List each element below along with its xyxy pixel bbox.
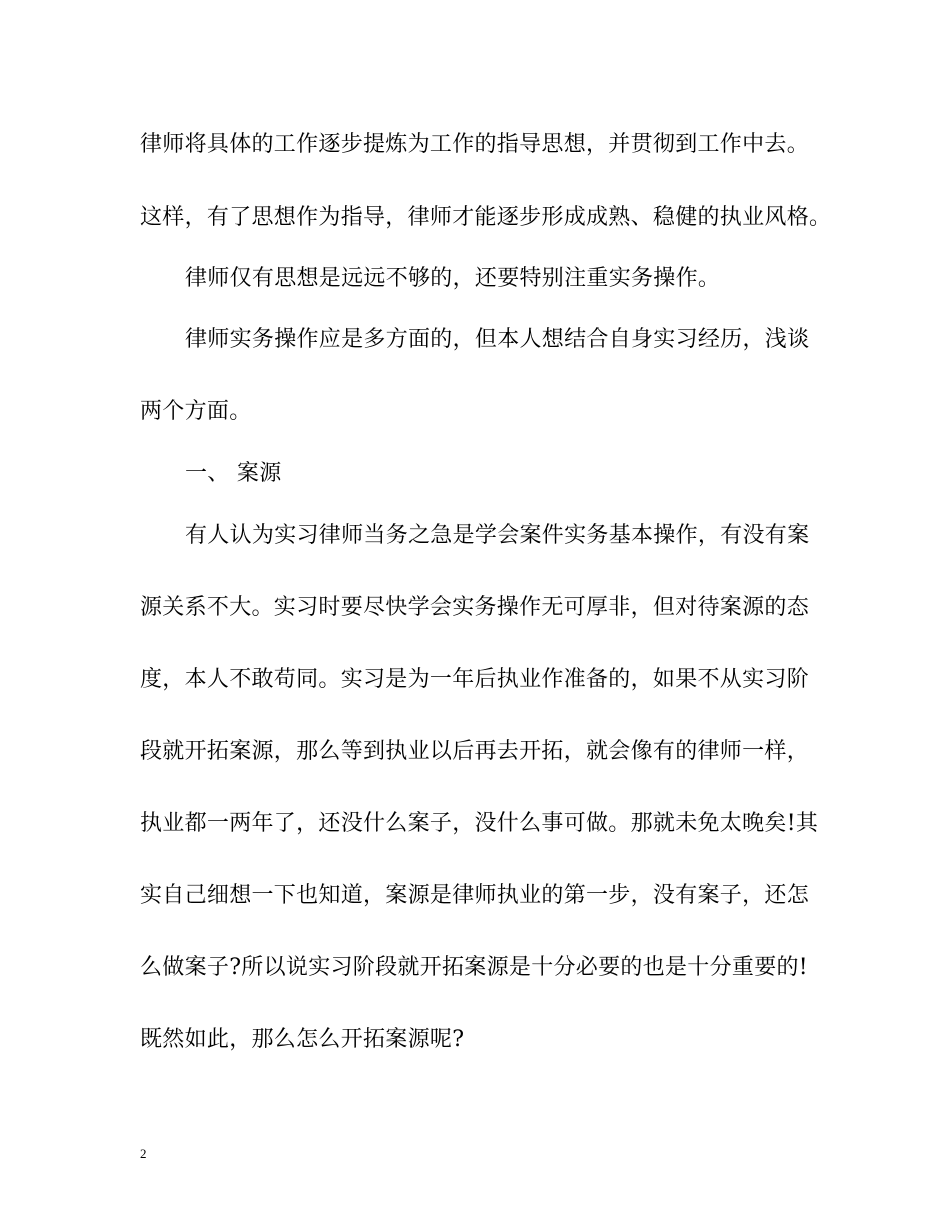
page-number: 2 (140, 1146, 147, 1161)
text-line: 实自己细想一下也知道，案源是律师执业的第一步，没有案子，还怎 (140, 883, 810, 908)
text-line: 律师实务操作应是多方面的，但本人想结合自身实习经历，浅谈 (185, 327, 810, 352)
text-line: 两个方面。 (140, 399, 252, 424)
text-line: 律师仅有思想是远远不够的，还要特别注重实务操作。 (185, 266, 721, 291)
text-line: 既然如此，那么怎么开拓案源呢? (140, 1027, 465, 1052)
text-line: 么做案子?所以说实习阶段就开拓案源是十分必要的也是十分重要的! (140, 955, 808, 980)
text-line: 这样，有了思想作为指导，律师才能逐步形成成熟、稳健的执业风格。 (140, 205, 832, 230)
section-heading: 一、 案源 (185, 461, 282, 486)
text-line: 源关系不大。实习时要尽快学会实务操作无可厚非，但对待案源的态 (140, 595, 810, 620)
text-line: 律师将具体的工作逐步提炼为工作的指导思想，并贯彻到工作中去。 (140, 132, 810, 157)
text-line: 有人认为实习律师当务之急是学会案件实务基本操作，有没有案 (185, 523, 810, 548)
text-line: 段就开拓案源，那么等到执业以后再去开拓，就会像有的律师一样， (140, 739, 810, 764)
text-line: 度，本人不敢苟同。实习是为一年后执业作准备的，如果不从实习阶 (140, 667, 810, 692)
text-line: 执业都一两年了，还没什么案子，没什么事可做。那就未免太晚矣!其 (140, 811, 819, 836)
